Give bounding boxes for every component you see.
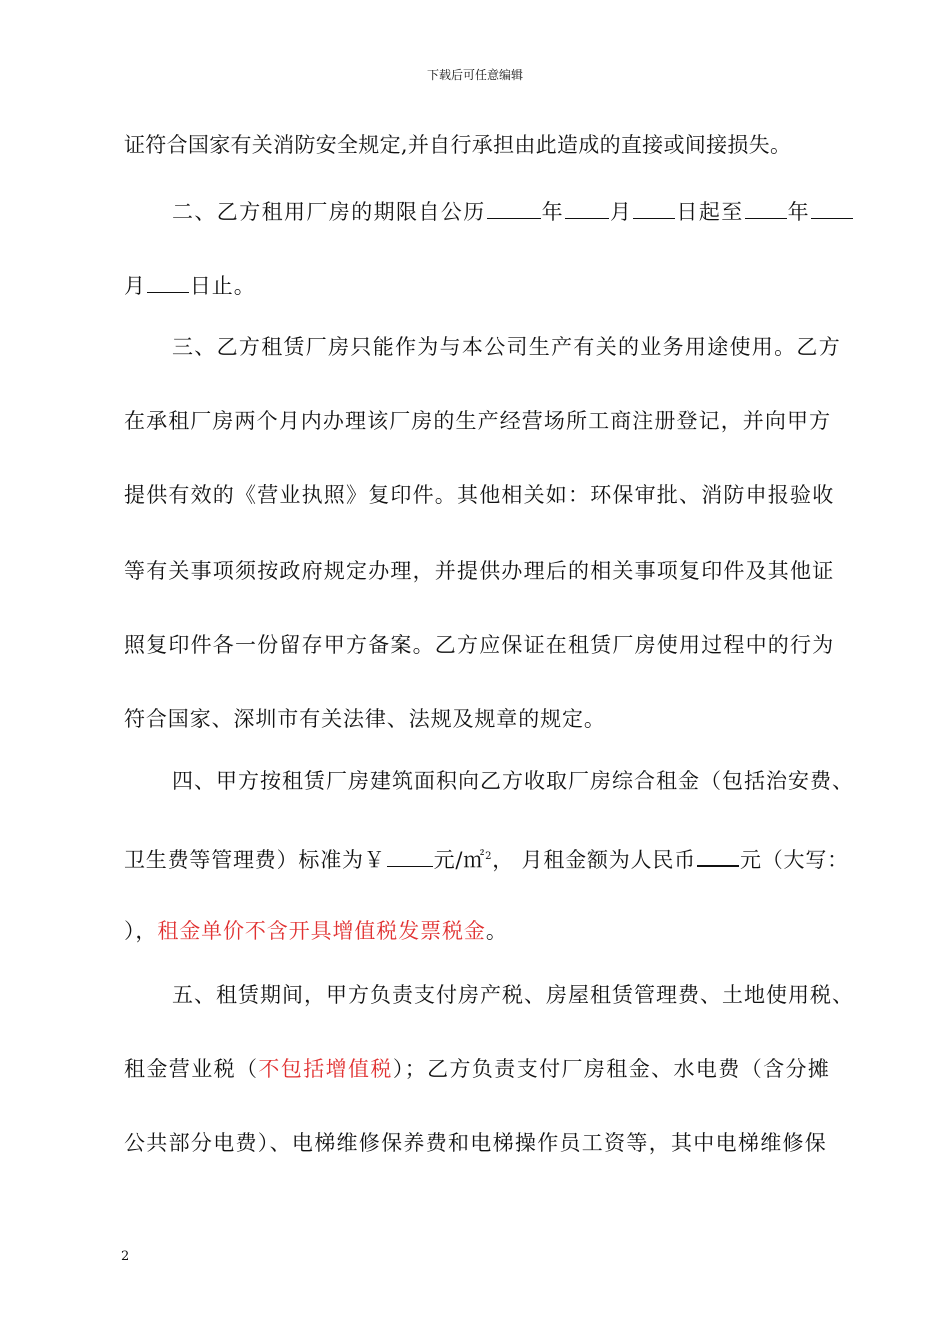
paragraph-line: 五、租赁期间，甲方负责支付房产税、房屋租赁管理费、土地使用税、 bbox=[172, 983, 854, 1007]
blank-field bbox=[487, 196, 541, 219]
text-segment: 日起至 bbox=[676, 200, 744, 224]
text-segment: 。 bbox=[485, 919, 508, 943]
paragraph-line: 符合国家、深圳市有关法律、法规及规章的规定。 bbox=[124, 707, 606, 731]
paragraph-line: 提供有效的《营业执照》复印件。其他相关如：环保审批、消防申报验收 bbox=[124, 483, 835, 507]
blank-field bbox=[387, 844, 433, 867]
blank-field bbox=[697, 843, 739, 867]
highlighted-text: 租金单价不含开具增值税发票税金 bbox=[157, 919, 486, 943]
text-segment: 月 bbox=[124, 274, 146, 298]
text-segment: ）；乙方负责支付厂房租金、水电费（含分摊 bbox=[392, 1057, 831, 1081]
paragraph-line: 公共部分电费）、电梯维修保养费和电梯操作员工资等，其中电梯维修保 bbox=[124, 1131, 828, 1155]
paragraph-line bbox=[124, 1054, 830, 1084]
text-segment: 年 bbox=[787, 200, 811, 224]
text-segment: 二、乙方租用厂房的期限自公历 bbox=[172, 200, 486, 224]
text-segment: 月 bbox=[610, 200, 633, 224]
blank-field bbox=[147, 270, 189, 293]
paragraph-line: 证符合国家有关消防安全规定,并自行承担由此造成的直接或间接损失。 bbox=[124, 133, 792, 157]
text-segment: 元/㎡ bbox=[433, 848, 486, 872]
text-segment: ）， bbox=[124, 919, 158, 943]
blank-field bbox=[745, 196, 787, 219]
text-segment: 租金营业税（ bbox=[124, 1057, 259, 1081]
superscript: 2 bbox=[485, 851, 493, 862]
paragraph-line-rent-rate bbox=[124, 842, 849, 875]
paragraph-line: 在承租厂房两个月内办理该厂房的生产经营场所工商注册登记，并向甲方 bbox=[124, 409, 832, 433]
paragraph-line: 三、乙方租赁厂房只能作为与本公司生产有关的业务用途使用。乙方 bbox=[172, 335, 841, 359]
highlighted-text: 不包括增值税 bbox=[258, 1057, 393, 1081]
paragraph-line bbox=[124, 916, 508, 946]
paragraph-line-lease-term bbox=[172, 196, 854, 227]
text-segment: 年 bbox=[541, 200, 565, 224]
blank-field bbox=[565, 196, 609, 219]
text-segment: 日止。 bbox=[189, 274, 256, 298]
paragraph-line bbox=[124, 270, 256, 301]
text-segment: 元（大写： bbox=[739, 848, 849, 872]
text-segment: 卫生费等管理费）标准为￥ bbox=[124, 848, 386, 872]
blank-field bbox=[633, 196, 675, 219]
text-segment: ， 月租金额为人民币 bbox=[492, 848, 696, 872]
page-number: 2 bbox=[121, 1249, 130, 1264]
paragraph-line: 照复印件各一份留存甲方备案。乙方应保证在租赁厂房使用过程中的行为 bbox=[124, 633, 835, 657]
blank-field bbox=[811, 196, 853, 219]
page-header: 下载后可任意编辑 bbox=[426, 68, 523, 82]
paragraph-line: 等有关事项须按政府规定办理，并提供办理后的相关事项复印件及其他证 bbox=[124, 559, 835, 583]
paragraph-line: 四、甲方按租赁厂房建筑面积向乙方收取厂房综合租金（包括治安费、 bbox=[172, 769, 854, 793]
